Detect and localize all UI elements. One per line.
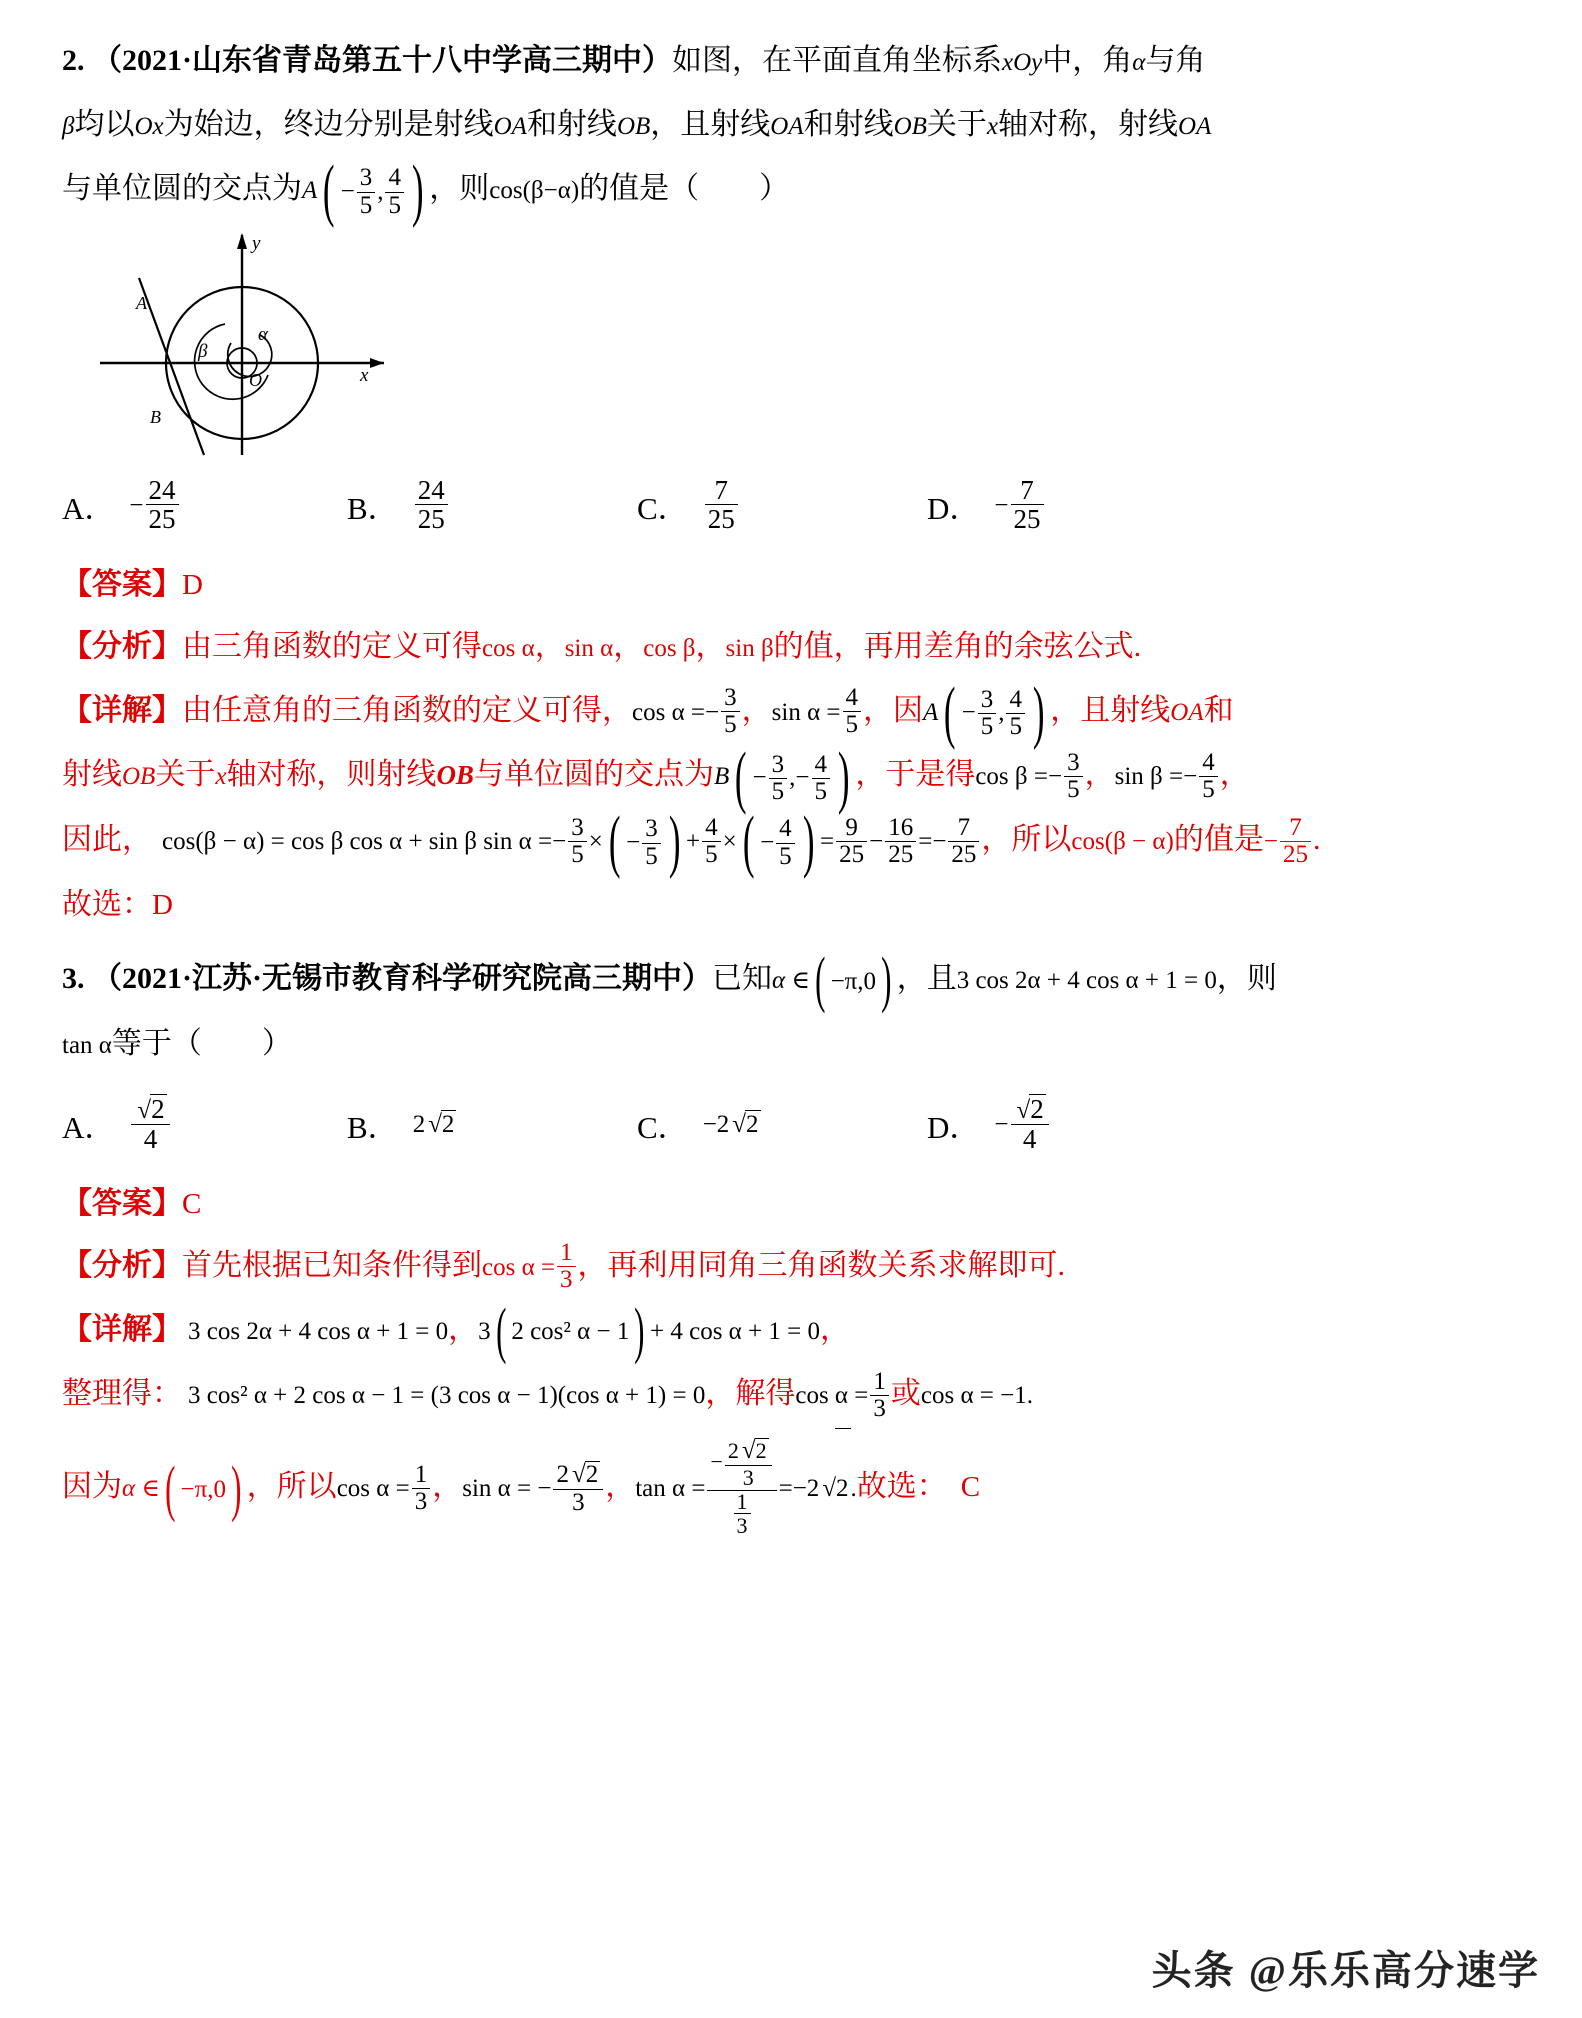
q2-d2-by-sign: − (795, 764, 810, 792)
q3-option-c[interactable] (637, 1102, 927, 1147)
q2-d3-text-c: 的值是 (1173, 823, 1264, 857)
q3-analysis-line (62, 1235, 1522, 1299)
q3-number-dot: . (77, 961, 85, 995)
q2-x-axis: x (986, 113, 999, 140)
q2-d3-term4-sign: − (760, 828, 775, 856)
q3-detail-tag: 【详解】 (62, 1312, 182, 1346)
q2-stem-text-2a: 均以 (74, 108, 135, 141)
q2-source: （2021·山东省青岛第五十八中学高三期中） (92, 44, 673, 77)
q3-d2-period: . (1026, 1382, 1033, 1410)
q2-conclusion-line (62, 874, 1522, 936)
q2-d1-a-coords: ( − $\frac{3}{5}$ , $\frac{4}{5}$ ) (944, 673, 1045, 751)
q3-options-row (62, 1077, 1522, 1173)
q3-stem-text-a: 已知 (712, 961, 773, 995)
q2-d1-cos-alpha: cos α = (632, 698, 706, 726)
q2-d2-cos-beta-sign: − (1047, 763, 1063, 791)
q2-d2-point-b: B (713, 763, 730, 791)
q3-source: （2021·江苏·无锡市教育科学研究院高三期中） (92, 961, 713, 995)
q2-answer-tag: 【答案】 (62, 567, 182, 601)
y-axis-arrow (237, 233, 247, 249)
q3-alpha-in: α ∈ (772, 966, 810, 994)
q3-stem-text-2c: ） (261, 1026, 292, 1060)
q3-option-b-label: B． (347, 1110, 399, 1146)
paren-right: ) (837, 738, 850, 816)
watermark-at-symbol: @ (1248, 1948, 1288, 1993)
paren-right: ) (802, 803, 815, 881)
q2-d1-sin-fraction: $\frac{4}{5}$ (843, 685, 862, 739)
q2-d3-times-1: × (588, 828, 603, 856)
q2-stem-text-2g: 轴对称，射线 (998, 108, 1179, 141)
q2-detail-tag: 【详解】 (62, 693, 182, 727)
q3-d3-sep-2: ， (605, 1470, 636, 1504)
q2-d2-sin-beta: sin β = (1114, 763, 1184, 791)
q3-equation: 3 cos 2α + 4 cos α + 1 = 0 (956, 966, 1217, 994)
q2-d1-oa: OA (1170, 698, 1204, 726)
q3-d3-sep-1: ， (432, 1470, 463, 1504)
q3-interval-lo: −π (830, 967, 858, 995)
q3-d3-interval-lo: −π (180, 1476, 208, 1504)
q3-number: 3 (62, 961, 77, 995)
question-2-block (62, 30, 1522, 936)
q3-answer-value: C (182, 1187, 202, 1220)
angle-alpha-label: α (258, 323, 268, 345)
q2-d2-sin-beta-sign: − (1183, 763, 1198, 791)
paren-left: ( (495, 1297, 507, 1366)
q2-stem-line-3 (62, 152, 1522, 230)
q2-conclusion-value: D (152, 888, 173, 921)
paren-right: ) (668, 803, 681, 881)
paren-right: ) (1032, 673, 1045, 751)
q2-ox: Ox (134, 113, 164, 140)
q2-ob-1: OB (616, 113, 651, 140)
q3-d3-tan: tan α = (635, 1475, 706, 1503)
q3-option-a-label: A． (62, 1110, 116, 1146)
paren-right: ) (231, 1454, 242, 1523)
q3-d2-cos-2: cos α = −1 (920, 1382, 1027, 1410)
paren-left: ( (165, 1454, 176, 1523)
q2-point-y-fraction: $\frac{4}{5}$ (385, 165, 404, 219)
paren-left: ( (944, 673, 956, 751)
q3-option-d-numerator: √2 (1016, 1093, 1044, 1124)
q2-d1-sep: ， (741, 693, 772, 727)
q2-stem-text-3d: ） (759, 172, 790, 205)
q3-stem-text-b: ，且 (896, 961, 957, 995)
q3-d3-interval-hi: 0 (213, 1476, 227, 1504)
q3-option-a-numerator: √2 (137, 1093, 165, 1124)
q3-analysis-text-b: ，再利用同角三角函数关系求解即可. (577, 1248, 1066, 1282)
q3-d3-result-sqrt: √2 (819, 1428, 850, 1549)
q2-option-c[interactable] (637, 474, 927, 535)
paren-left: ( (735, 738, 747, 816)
q3-option-d-sign: − (994, 1110, 1009, 1138)
q3-answer-line (62, 1173, 1522, 1235)
q2-d3-term2-group (603, 803, 686, 881)
q2-conclusion-label: 故选： (62, 887, 152, 921)
q2-d2-text-d: 与单位圆的交点为 (473, 758, 714, 792)
q2-analysis-sep-1: ， (534, 629, 565, 663)
paren-left: ( (323, 152, 335, 230)
watermark-prefix: 头条 (1151, 1949, 1236, 1993)
q3-interval-hi: 0 (863, 967, 877, 995)
q3-stem-line-1 (62, 948, 1522, 1013)
q2-option-b-fraction: $\frac{24}{25}$ (415, 476, 448, 534)
q3-d2-equation: 3 cos² α + 2 cos α − 1 = (3 cos α − 1)(cos α + 1) = 0 (188, 1382, 706, 1410)
q2-d3-result-2: $\frac{16}{25}$ (885, 815, 916, 869)
q2-d1-sin-alpha: sin α = (771, 698, 841, 726)
q3-d1-inner-group (491, 1297, 650, 1366)
q2-alpha-1: α (1132, 49, 1146, 76)
q2-option-d-fraction: $\frac{7}{25}$ (1011, 476, 1044, 534)
q3-d3-result-sign: −2 (792, 1475, 820, 1503)
q2-ob-2: OB (893, 113, 927, 140)
q2-d3-identity: cos(β − α) = cos β cos α + sin β sin α = (162, 828, 553, 856)
point-a-label: A (136, 292, 147, 313)
q2-d3-equals-1: = (819, 828, 835, 856)
q2-stem-text-2b: 为始边，终边分别是射线 (163, 108, 494, 141)
q2-d2-text-a: 射线 (62, 758, 122, 792)
q3-d1-equation-2-tail: + 4 cos α + 1 = 0 (650, 1317, 820, 1345)
q2-d2-ob: OB (122, 763, 156, 791)
q2-d3-final-sign: − (1263, 828, 1278, 856)
paren-right: ) (881, 946, 892, 1015)
q2-stem-line-1 (62, 30, 1522, 94)
q3-detail-line-2 (62, 1363, 1522, 1427)
q3-interval (810, 946, 897, 1015)
q3-option-c-sqrt: √2 (732, 1111, 759, 1139)
q2-d3-text-b: ，所以 (981, 823, 1072, 857)
q2-d1-ax-sign: − (961, 699, 976, 727)
q3-d1-coef: 3 (478, 1317, 491, 1345)
q2-stem-line-2 (62, 94, 1522, 158)
q2-number: 2 (62, 44, 77, 77)
q2-option-c-label: C． (637, 491, 689, 527)
q3-d2-cos: cos α = (795, 1382, 869, 1410)
q2-d3-plus: + (686, 828, 701, 856)
q2-oa-1: OA (493, 113, 527, 140)
q2-stem-text-1c: 与角 (1145, 44, 1206, 77)
q2-analysis-line (62, 616, 1522, 680)
unit-circle-figure (92, 223, 412, 458)
q2-d3-result-3: $\frac{7}{25}$ (948, 815, 979, 869)
q2-oa-3: OA (1178, 113, 1212, 140)
q2-stem-text-1: 如图，在平面直角坐标系 (672, 44, 1003, 77)
q2-option-b-label: B． (347, 491, 399, 527)
q2-d1-cos-fraction: $\frac{3}{5}$ (721, 685, 740, 739)
q2-d2-bx-fraction: $\frac{3}{5}$ (769, 752, 788, 806)
q2-d2-sin-beta-fraction: $\frac{4}{5}$ (1199, 750, 1218, 804)
q2-d2-cos-beta-fraction: $\frac{3}{5}$ (1064, 750, 1083, 804)
q2-analysis-tag: 【分析】 (62, 629, 182, 663)
q2-d2-sep: ， (1084, 758, 1115, 792)
q2-analysis-cos-alpha: cos α (482, 634, 535, 662)
q2-beta-1: β (62, 113, 75, 140)
q2-d1-text-c: ，且射线 (1050, 693, 1171, 727)
q2-option-d[interactable] (927, 474, 1046, 535)
watermark-account-name: 乐乐高分速学 (1288, 1949, 1540, 1993)
q2-d1-text-b: ，因 (863, 693, 924, 727)
q3-d3-tan-fraction (707, 1439, 776, 1538)
q3-d3-interval: ( −π,0) (165, 1454, 242, 1523)
q3-option-d-label: D． (927, 1110, 981, 1146)
q2-d1-ay-fraction: $\frac{4}{5}$ (1006, 687, 1025, 741)
q2-d3-minus: − (869, 828, 884, 856)
q2-d2-text-f: ， (1219, 758, 1250, 792)
q2-d3-term1: $\frac{3}{5}$ (568, 815, 587, 869)
q3-d2-fraction: $\frac{1}{3}$ (870, 1369, 889, 1423)
q2-d2-text-e: ，于是得 (855, 758, 976, 792)
q2-point-a-coords (317, 152, 429, 230)
q2-answer-line (62, 554, 1522, 616)
q3-d3-tan-numerator-inner: $\frac{2 √2}{3}$ (725, 1438, 772, 1488)
q2-stem-text-2e: 和射线 (803, 108, 894, 141)
x-axis-label: x (360, 364, 369, 386)
q2-options-row (62, 458, 1522, 554)
q3-answer-tag: 【答案】 (62, 1186, 182, 1220)
q2-d3-term3: $\frac{4}{5}$ (702, 815, 721, 869)
q2-analysis-text-b: 的值，再用差角的余弦公式. (773, 629, 1142, 663)
q3-option-a-fraction: $\frac{√2}{4}$ (131, 1094, 169, 1154)
origin-label: O (249, 369, 262, 390)
watermark (1152, 1939, 1540, 1996)
q3-conclusion-value: C (960, 1471, 981, 1504)
q2-option-a[interactable] (62, 474, 347, 535)
q2-d3-text-d: . (1312, 823, 1321, 857)
q3-d3-period: . (850, 1475, 857, 1503)
q3-d3-cos-fraction: $\frac{1}{3}$ (412, 1462, 431, 1516)
q3-option-a[interactable] (62, 1095, 347, 1155)
q3-option-b-coef: 2 (412, 1110, 426, 1138)
q3-option-d[interactable] (927, 1095, 1051, 1155)
q3-d3-cos: cos α = (336, 1475, 410, 1503)
q2-d3-term1-sign: − (552, 828, 567, 856)
q2-option-b[interactable] (347, 474, 637, 535)
q3-d1-end: ， (819, 1312, 850, 1346)
q2-d1-cos-sign: − (705, 698, 720, 726)
q2-d3-final-fraction: $\frac{7}{25}$ (1280, 815, 1311, 869)
q2-d2-cos-beta: cos β = (975, 763, 1048, 791)
q2-d3-term2: $\frac{3}{5}$ (642, 816, 661, 870)
q2-d3-term4-group (737, 803, 820, 881)
q2-stem-text-3a: 与单位圆的交点为 (62, 172, 302, 205)
q2-analysis-sin-alpha: sin α (564, 634, 614, 662)
q2-option-a-fraction: $\frac{24}{25}$ (146, 476, 179, 534)
q2-option-d-label: D． (927, 491, 981, 527)
q3-option-d-fraction: $\frac{√2}{4}$ (1011, 1094, 1049, 1154)
q2-option-a-label: A． (62, 491, 116, 527)
q3-d3-text-a: 因为 (62, 1470, 122, 1504)
q2-analysis-cos-beta: cos β (643, 634, 696, 662)
q3-stem-text-2b: 等于（ (111, 1026, 202, 1060)
q2-stem-text-2d: ，且射线 (650, 108, 771, 141)
angle-beta-label: β (198, 340, 208, 362)
q3-analysis-tag: 【分析】 (62, 1248, 182, 1282)
q3-d3-sin: sin α = − (462, 1475, 552, 1503)
x-axis-arrow (370, 358, 384, 368)
q2-option-a-sign: − (129, 491, 144, 519)
q2-number-dot: . (77, 44, 85, 77)
q2-detail-line-3 (62, 803, 1522, 881)
q2-stem-text-3c: 的值是（ (579, 172, 700, 205)
q2-stem-text-2f: 关于 (926, 108, 987, 141)
q2-point-comma: , (377, 177, 384, 205)
q2-stem-text-1b: 中，角 (1042, 44, 1133, 77)
point-b-label: B (150, 406, 161, 427)
q2-d2-text-b: 关于 (155, 758, 216, 792)
q2-d1-text-d: 和 (1203, 693, 1234, 727)
q3-d1-inner: 2 cos² α − 1 (511, 1318, 630, 1346)
q3-analysis-cos: cos α = (482, 1253, 556, 1281)
q2-d3-result-1: $\frac{9}{25}$ (836, 815, 867, 869)
q3-option-c-coef: −2 (702, 1110, 730, 1138)
q3-option-b[interactable] (347, 1102, 637, 1147)
q2-option-d-sign: − (994, 491, 1009, 519)
q2-stem-text-2c: 和射线 (526, 108, 617, 141)
q3-interval-comma: , (857, 967, 864, 995)
q2-d2-bx-sign: − (752, 764, 767, 792)
q3-d2-solve: 解得 (735, 1377, 796, 1411)
q2-d3-term4: $\frac{4}{5}$ (776, 816, 795, 870)
q2-d2-ob-2: OB (436, 760, 474, 791)
q2-d3-text-a: 因此， (62, 823, 152, 857)
q3-d3-tan-denominator (707, 1490, 776, 1538)
q2-d2-b-coords: ( − $\frac{3}{5}$ ,− $\frac{4}{5}$ ) (735, 738, 850, 816)
paren-right: ) (411, 152, 424, 230)
y-axis-label: y (252, 232, 261, 254)
q2-cos-expression: cos(β−α) (489, 177, 580, 204)
q3-d1-equation-1: 3 cos 2α + 4 cos α + 1 = 0 (188, 1317, 449, 1345)
q2-analysis-sep-2: ， (613, 629, 644, 663)
q2-d3-result-3-sign: − (932, 828, 947, 856)
q2-d2-text-c: 轴对称，则射线 (226, 758, 437, 792)
q3-analysis-fraction: $\frac{1}{3}$ (557, 1240, 576, 1294)
unit-circle-svg (92, 223, 412, 458)
q2-d1-point-a: A (923, 698, 939, 726)
q2-d2-x: x (215, 763, 227, 791)
q3-conclusion-label: 故选： (856, 1470, 947, 1504)
q3-detail-line-1 (62, 1299, 1522, 1364)
paren-left: ( (742, 803, 755, 881)
q2-d3-term2-sign: − (626, 828, 641, 856)
q3-d3-tan-denominator-inner: $\frac{1}{3}$ (734, 1490, 751, 1537)
q2-xoy: xOy (1002, 49, 1043, 76)
q3-d1-sep: ， (448, 1312, 479, 1346)
q3-option-c-label: C． (637, 1110, 689, 1146)
q3-tan-alpha: tan α (62, 1031, 112, 1059)
q3-d3-sin-numerator: 2 √2 (556, 1461, 599, 1489)
paren-right: ) (634, 1297, 645, 1366)
paren-left: ( (815, 946, 826, 1015)
q3-detail-line-3 (62, 1427, 1522, 1550)
paren-left: ( (608, 803, 621, 881)
q3-analysis-text-a: 首先根据已知条件得到 (182, 1248, 482, 1282)
q2-answer-value: D (182, 568, 203, 601)
q2-detail-line-2 (62, 738, 1522, 816)
q3-d3-tan-numerator: − $\frac{2 √2}{3}$ (707, 1439, 776, 1489)
q3-d3-alpha-in: α ∈ (122, 1475, 160, 1503)
q2-point-x-sign: − (340, 177, 355, 205)
q2-point-x-fraction: $\frac{3}{5}$ (357, 165, 376, 219)
q2-oa-2: OA (770, 113, 804, 140)
q2-analysis-text-a: 由三角函数的定义可得 (182, 629, 482, 663)
q3-option-b-sqrt: √2 (428, 1111, 455, 1139)
q2-point-a-label: A (302, 177, 318, 204)
q3-d2-or: 或 (890, 1377, 921, 1411)
q2-option-c-fraction: $\frac{7}{25}$ (705, 476, 738, 534)
q2-detail-line-1 (62, 673, 1522, 751)
q3-d2-sep: ， (705, 1377, 736, 1411)
q2-stem-text-3b: ，则 (429, 172, 490, 205)
question-3-block (62, 948, 1522, 1550)
q2-d2-by-fraction: $\frac{4}{5}$ (812, 752, 831, 806)
q3-d2-label: 整理得： (62, 1377, 182, 1411)
q2-d3-equals-2: = (918, 828, 933, 856)
q2-d3-times-2: × (722, 828, 737, 856)
q3-stem-text-c: ，则 (1216, 961, 1277, 995)
q3-d3-equals: = (778, 1475, 793, 1503)
q3-d3-sin-fraction: $\frac{2 √2}{3}$ (553, 1461, 603, 1516)
document-body (62, 30, 1522, 1550)
q2-analysis-sin-beta: sin β (725, 634, 774, 662)
q2-detail-text-1a: 由任意角的三角函数的定义可得， (182, 693, 632, 727)
q3-d3-text-b: ，所以 (246, 1470, 337, 1504)
q3-stem-line-2 (62, 1013, 1522, 1077)
q2-analysis-sep-3: ， (695, 629, 726, 663)
q2-d1-ax-fraction: $\frac{3}{5}$ (978, 687, 997, 741)
q2-d3-cos-expression: cos(β − α) (1071, 828, 1174, 856)
